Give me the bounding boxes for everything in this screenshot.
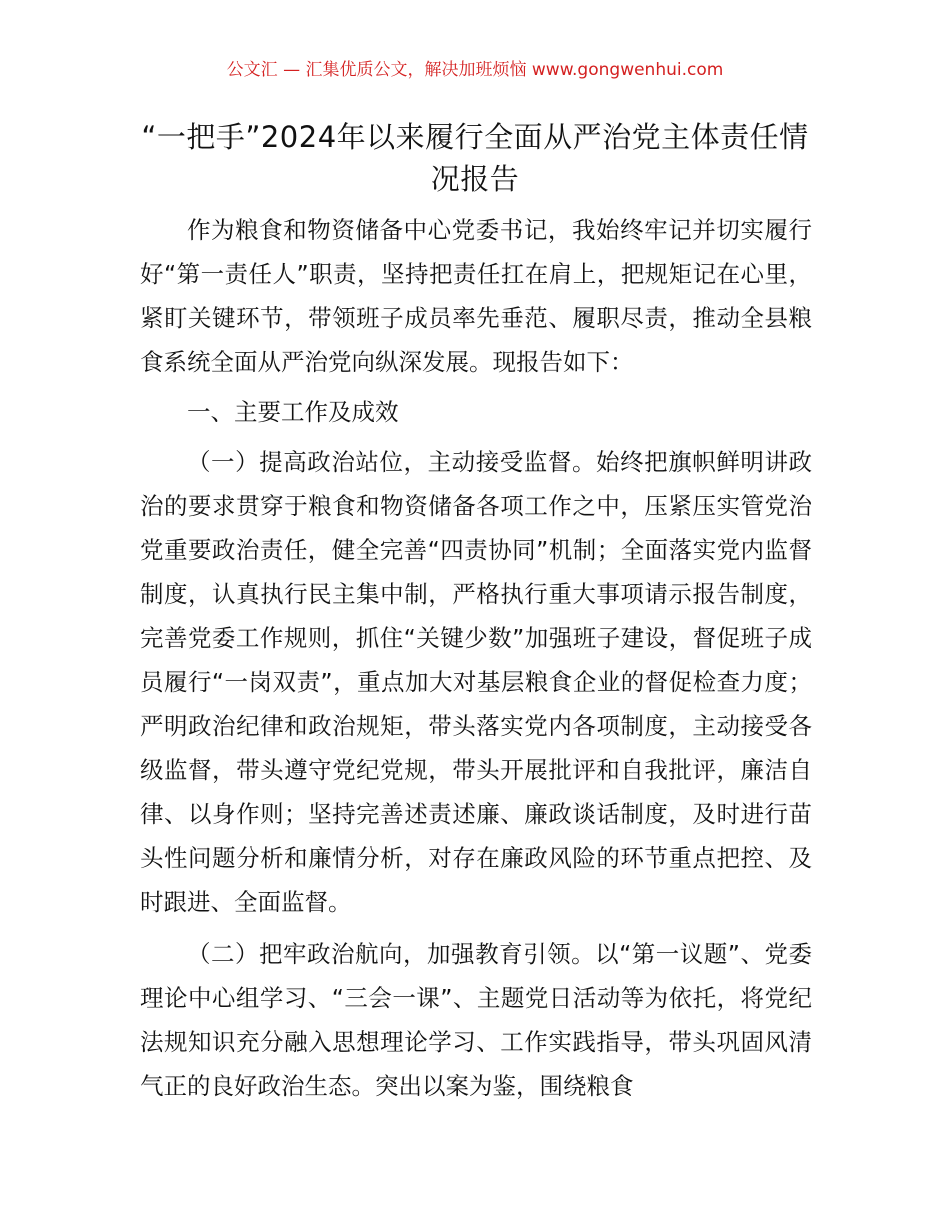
body-paragraph: （二）把牢政治航向，加强教育引领。以“第一议题”、党委理论中心组学习、“三会一课”、主题党日活动等为依托，将党纪法规知识充分融入思想理论学习、工作实践指导，带头巩固风清气正的良好政治生态。突出以案为鉴，围绕粮食 bbox=[140, 940, 812, 1100]
section-heading: 一、主要工作及成效 bbox=[187, 398, 399, 426]
website-watermark-header: 公文汇 — 汇集优质公文，解决加班烦恼 www.gongwenhui.com bbox=[226, 60, 724, 80]
intro-paragraph: 作为粮食和物资储备中心党委书记，我始终牢记并切实履行好“第一责任人”职责，坚持把责任扛在肩上，把规矩记在心里，紧盯关键环节，带领班子成员率先垂范、履职尽责，推动全县粮食系统全面从严治党向纵深发展。现报告如下： bbox=[140, 216, 812, 376]
document-body bbox=[140, 208, 812, 1108]
document-title: “一把手”2024年以来履行全面从严治党主体责任情况报告 bbox=[141, 120, 809, 196]
body-paragraph: （一）提高政治站位，主动接受监督。始终把旗帜鲜明讲政治的要求贯穿于粮食和物资储备各项工作之中，压紧压实管党治党重要政治责任，健全完善“四责协同”机制；全面落实党内监督制度，认真执行民主集中制，严格执行重大事项请示报告制度，完善党委工作规则，抓住“关键少数”加强班子建设，督促班子成员履行“一岗双责”，重点加大对基层粮食企业的督促检查力度；严明政治纪律和政治规矩，带头落实党内各项制度，主动接受各级监督，带头遵守党纪党规，带头开展批评和自我批评，廉洁自律、以身作则；坚持完善述责述廉、廉政谈话制度，及时进行苗头性问题分析和廉情分析，对存在廉政风险的环节重点把控、及时跟进、全面监督。 bbox=[140, 448, 812, 916]
